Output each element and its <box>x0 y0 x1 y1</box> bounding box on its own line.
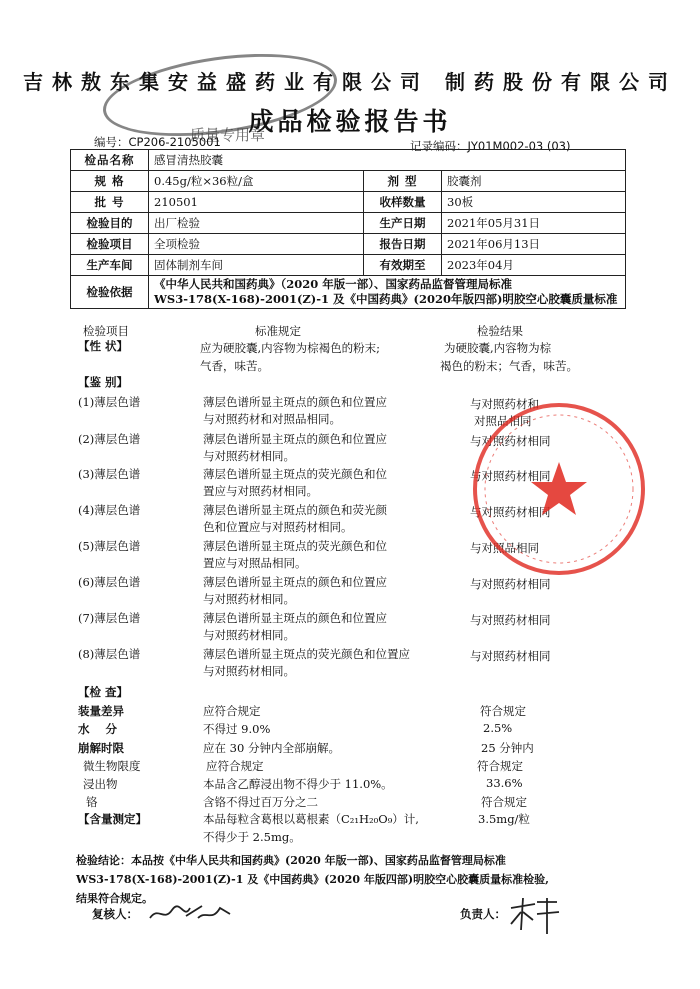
info-row-basis <box>71 276 626 309</box>
check-std-4: 应符合规定 <box>206 759 264 773</box>
ident-label: 【鉴 别】 <box>78 375 129 389</box>
ident-std-8a: 薄层色谱所显主斑点的荧光颜色和位置应 <box>203 647 410 661</box>
ident-std-3a: 薄层色谱所显主斑点的荧光颜色和位 <box>203 467 387 481</box>
item-value: 全项检验 <box>149 234 364 255</box>
spec-label: 规 格 <box>71 171 149 192</box>
ident-std-2b: 与对照药材相同。 <box>203 449 295 463</box>
report-date-label: 报告日期 <box>364 234 442 255</box>
header-item: 检验项目 <box>83 324 129 338</box>
info-row-spec <box>71 171 626 192</box>
ident-res-6: 与对照药材相同 <box>470 577 551 591</box>
info-row-batch <box>71 192 626 213</box>
workshop-value: 固体制剂车间 <box>149 255 364 276</box>
ident-res-4: 与对照药材相同 <box>470 505 551 519</box>
expiry-value: 2023年04月 <box>442 255 626 276</box>
check-name-1: 装量差异 <box>78 704 124 718</box>
responsible-label: 负责人： <box>460 907 506 921</box>
assay-result: 3.5mg/粒 <box>478 812 530 826</box>
check-res-1: 符合规定 <box>480 704 526 718</box>
product-label: 检品名称 <box>71 150 149 171</box>
record-number: 记录编码：JY01M002-03 (03) <box>410 139 571 153</box>
company-name: 吉林敖东集安益盛药业有限公司 制药股份有限公司 <box>23 70 677 94</box>
ident-name-2: (2)薄层色谱 <box>78 432 141 446</box>
info-row-item <box>71 234 626 255</box>
product-value: 感冒清热胶囊 <box>149 150 626 171</box>
ident-std-2a: 薄层色谱所显主斑点的颜色和位置应 <box>203 432 387 446</box>
responsible-signature <box>505 894 565 936</box>
form-label: 剂 型 <box>364 171 442 192</box>
traits-result-2: 褐色的粉末；气香，味苦。 <box>440 359 578 373</box>
assay-label: 【含量测定】 <box>78 812 147 826</box>
ident-std-6b: 与对照药材相同。 <box>203 592 295 606</box>
ident-std-6a: 薄层色谱所显主斑点的颜色和位置应 <box>203 575 387 589</box>
expiry-label: 有效期至 <box>364 255 442 276</box>
ident-res-5: 与对照品相同 <box>470 541 539 555</box>
company-seal <box>470 400 648 578</box>
check-res-2: 2.5% <box>483 721 513 735</box>
check-std-5: 本品含乙醇浸出物不得少于 11.0%。 <box>203 777 393 791</box>
qty-value: 30板 <box>442 192 626 213</box>
ident-res-1b: 对照品相同 <box>474 414 532 428</box>
check-name-2: 水 分 <box>78 722 118 736</box>
conclusion-line-2: WS3-178(X-168)-2001(Z)-1 及《中国药典》(2020 年版四部)明胶空心胶囊质量标准检验, <box>76 873 549 886</box>
qty-label: 收样数量 <box>364 192 442 213</box>
ident-res-1a: 与对照药材和 <box>470 397 539 411</box>
check-std-6: 含铬不得过百万分之二 <box>203 795 318 809</box>
ident-name-1: (1)薄层色谱 <box>78 395 141 409</box>
ident-name-5: (5)薄层色谱 <box>78 539 141 553</box>
ident-name-8: (8)薄层色谱 <box>78 647 141 661</box>
conclusion-line-1: 检验结论：本品按《中华人民共和国药典》(2020 年版一部)、国家药品监督管理局标准 <box>76 854 506 867</box>
info-row-purpose <box>71 213 626 234</box>
ident-name-4: (4)薄层色谱 <box>78 503 141 517</box>
info-row-product <box>71 150 626 171</box>
ident-std-7a: 薄层色谱所显主斑点的颜色和位置应 <box>203 611 387 625</box>
basis-value <box>149 276 626 309</box>
assay-std-1: 本品每粒含葛根以葛根素（C₂₁H₂₀O₉）计, <box>203 812 419 826</box>
check-res-6: 符合规定 <box>481 795 527 809</box>
check-std-2: 不得过 9.0% <box>203 722 271 736</box>
workshop-label: 生产车间 <box>71 255 149 276</box>
ident-std-4b: 色和位置应与对照药材相同。 <box>203 520 353 534</box>
check-name-4: 微生物限度 <box>83 759 141 773</box>
ident-name-7: (7)薄层色谱 <box>78 611 141 625</box>
basis-line-1: 《中华人民共和国药典》（2020 年版一部）、国家药品监督管理局标准 <box>154 277 513 291</box>
document-title: 成品检验报告书 <box>248 107 452 136</box>
ident-std-3b: 置应与对照药材相同。 <box>203 484 318 498</box>
ident-std-7b: 与对照药材相同。 <box>203 628 295 642</box>
check-label: 【检 查】 <box>78 685 129 699</box>
spec-value: 0.45g/粒×36粒/盒 <box>149 171 364 192</box>
ident-name-3: (3)薄层色谱 <box>78 467 141 481</box>
check-res-3: 25 分钟内 <box>481 741 534 755</box>
ident-res-2: 与对照药材相同 <box>470 434 551 448</box>
ident-std-1a: 薄层色谱所显主斑点的颜色和位置应 <box>203 395 387 409</box>
report-number: 编号：CP206-2105001 <box>94 135 221 149</box>
info-table <box>70 149 626 309</box>
check-name-6: 铬 <box>86 795 98 809</box>
basis-label: 检验依据 <box>71 276 149 309</box>
assay-std-2: 不得少于 2.5mg。 <box>203 830 301 844</box>
check-std-1: 应符合规定 <box>203 704 261 718</box>
reviewer-label: 复核人： <box>92 907 138 921</box>
ident-std-8b: 与对照药材相同。 <box>203 664 295 678</box>
ident-res-7: 与对照药材相同 <box>470 613 551 627</box>
conclusion-line-3: 结果符合规定。 <box>76 892 153 905</box>
form-value: 胶囊剂 <box>442 171 626 192</box>
check-res-5: 33.6% <box>486 776 523 790</box>
basis-line-2: WS3-178(X-168)-2001(Z)-1 及《中国药典》(2020年版四部)明胶空心胶囊质量标准 <box>154 292 618 306</box>
traits-standard-1: 应为硬胶囊,内容物为棕褐色的粉末; <box>200 341 381 355</box>
check-std-3: 应在 30 分钟内全部崩解。 <box>203 741 340 755</box>
ident-std-5b: 置应与对照品相同。 <box>203 556 307 570</box>
traits-label: 【性 状】 <box>78 339 129 353</box>
purpose-label: 检验目的 <box>71 213 149 234</box>
prod-date-value: 2021年05月31日 <box>442 213 626 234</box>
traits-result-1: 为硬胶囊,内容物为棕 <box>444 341 552 355</box>
info-row-workshop <box>71 255 626 276</box>
reviewer-signature <box>146 898 236 928</box>
traits-standard-2: 气香，味苦。 <box>200 359 269 373</box>
purpose-value: 出厂检验 <box>149 213 364 234</box>
prod-date-label: 生产日期 <box>364 213 442 234</box>
ident-res-3: 与对照药材相同 <box>470 469 551 483</box>
header-result: 检验结果 <box>477 324 523 338</box>
batch-label: 批 号 <box>71 192 149 213</box>
check-name-3: 崩解时限 <box>78 741 124 755</box>
ident-std-4a: 薄层色谱所显主斑点的颜色和荧光颜 <box>203 503 387 517</box>
batch-value: 210501 <box>149 192 364 213</box>
item-label: 检验项目 <box>71 234 149 255</box>
quality-stamp-text: 质量专用章 <box>190 126 266 144</box>
check-res-4: 符合规定 <box>477 759 523 773</box>
ident-std-5a: 薄层色谱所显主斑点的荧光颜色和位 <box>203 539 387 553</box>
check-name-5: 浸出物 <box>83 777 118 791</box>
ident-std-1b: 与对照药材和对照品相同。 <box>203 412 341 426</box>
ident-name-6: (6)薄层色谱 <box>78 575 141 589</box>
report-date-value: 2021年06月13日 <box>442 234 626 255</box>
ident-res-8: 与对照药材相同 <box>470 649 551 663</box>
header-standard: 标准规定 <box>255 324 301 338</box>
